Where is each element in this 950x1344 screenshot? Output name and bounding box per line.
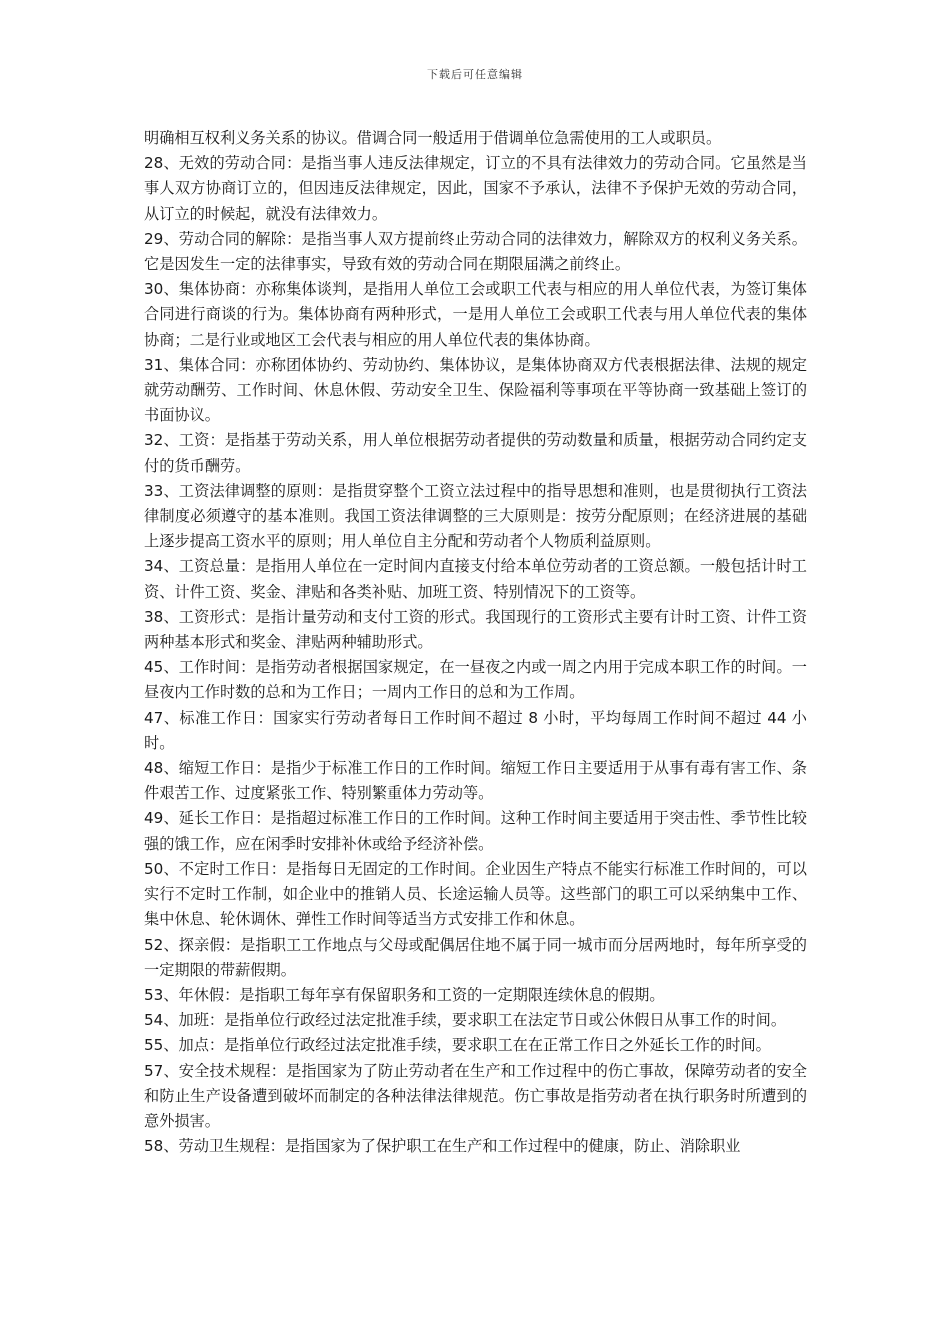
paragraph-item-29: 29、劳动合同的解除：是指当事人双方提前终止劳动合同的法律效力，解除双方的权利义务关系。它是因发生一定的法律事实，导致有效的劳动合同在期限届满之前终止。: [144, 229, 807, 274]
paragraph-item-31: 31、集体合同：亦称团体协约、劳动协约、集体协议，是集体协商双方代表根据法律、法规的规定就劳动酬劳、工作时间、休息休假、劳动安全卫生、保险福利等事项在平等协商一致基础上签订的书面协议。: [144, 355, 807, 425]
paragraph-item-33: 33、工资法律调整的原则：是指贯穿整个工资立法过程中的指导思想和准则，也是贯彻执行工资法律制度必须遵守的基本准则。我国工资法律调整的三大原则是：按劳分配原则；在经济进展的基础上逐步提高工资水平的原则；用人单位自主分配和劳动者个人物质利益原则。: [144, 481, 807, 551]
paragraph-item-47: 47、标准工作日：国家实行劳动者每日工作时间不超过 8 小时，平均每周工作时间不超过 44 小时。: [144, 708, 807, 752]
paragraph-item-45: 45、工作时间：是指劳动者根据国家规定，在一昼夜之内或一周之内用于完成本职工作的时间。一昼夜内工作时数的总和为工作日；一周内工作日的总和为工作周。: [144, 658, 807, 702]
paragraph-item-58: 58、劳动卫生规程：是指国家为了保护职工在生产和工作过程中的健康，防止、消除职业: [144, 1137, 741, 1156]
paragraph-item-34: 34、工资总量：是指用人单位在一定时间内直接支付给本单位劳动者的工资总额。一般包括计时工资、计件工资、奖金、津贴和各类补贴、加班工资、特别情况下的工资等。: [144, 557, 807, 601]
paragraph-item-28: 28、无效的劳动合同：是指当事人违反法律规定，订立的不具有法律效力的劳动合同。它虽然是当事人双方协商订立的，但因违反法律规定，因此，国家不予承认，法律不予保护无效的劳动合同，从订立的时候起，就没有法律效力。: [144, 154, 807, 223]
paragraph-item-49: 49、延长工作日：是指超过标准工作日的工作时间。这种工作时间主要适用于突击性、季节性比较强的饿工作，应在闲季时安排补休或给予经济补偿。: [144, 809, 807, 853]
paragraph-item-52: 52、探亲假：是指职工工作地点与父母或配偶居住地不属于同一城市而分居两地时，每年所享受的一定期限的带薪假期。: [144, 935, 807, 979]
paragraph-item-50: 50、不定时工作日：是指每日无固定的工作时间。企业因生产特点不能实行标准工作时间的，可以实行不定时工作制，如企业中的推销人员、长途运输人员等。这些部门的职工可以采纳集中工作、集中休息、轮休调休、弹性工作时间等适当方式安排工作和休息。: [144, 859, 807, 929]
paragraph-item-38: 38、工资形式：是指计量劳动和支付工资的形式。我国现行的工资形式主要有计时工资、计件工资两种基本形式和奖金、津贴两种辅助形式。: [144, 607, 807, 652]
paragraph-item-48: 48、缩短工作日：是指少于标准工作日的工作时间。缩短工作日主要适用于从事有毒有害工作、条件艰苦工作、过度紧张工作、特别繁重体力劳动等。: [144, 759, 807, 803]
document-body: [144, 126, 807, 1159]
page-header-note: 下载后可任意编辑: [427, 68, 523, 81]
paragraph-item-53: 53、年休假：是指职工每年享有保留职务和工资的一定期限连续休息的假期。: [144, 985, 665, 1004]
paragraph-item-54: 54、加班：是指单位行政经过法定批准手续，要求职工在法定节日或公休假日从事工作的时间。: [144, 1011, 787, 1030]
paragraph-item-32: 32、工资：是指基于劳动关系，用人单位根据劳动者提供的劳动数量和质量，根据劳动合同约定支付的货币酬劳。: [144, 431, 807, 475]
paragraph-item-55: 55、加点：是指单位行政经过法定批准手续，要求职工在在正常工作日之外延长工作的时间。: [144, 1036, 771, 1055]
paragraph: 明确相互权利义务关系的协议。借调合同一般适用于借调单位急需使用的工人或职员。: [144, 129, 722, 147]
paragraph-item-30: 30、集体协商：亦称集体谈判，是指用人单位工会或职工代表与相应的用人单位代表，为签订集体合同进行商谈的行为。集体协商有两种形式，一是用人单位工会或职工代表与用人单位代表的集体协商；二是行业或地区工会代表与相应的用人单位代表的集体协商。: [144, 280, 807, 349]
paragraph-item-57: 57、安全技术规程：是指国家为了防止劳动者在生产和工作过程中的伤亡事故，保障劳动者的安全和防止生产设备遭到破坏而制定的各种法律法律规范。伤亡事故是指劳动者在执行职务时所遭到的意外损害。: [144, 1061, 807, 1130]
